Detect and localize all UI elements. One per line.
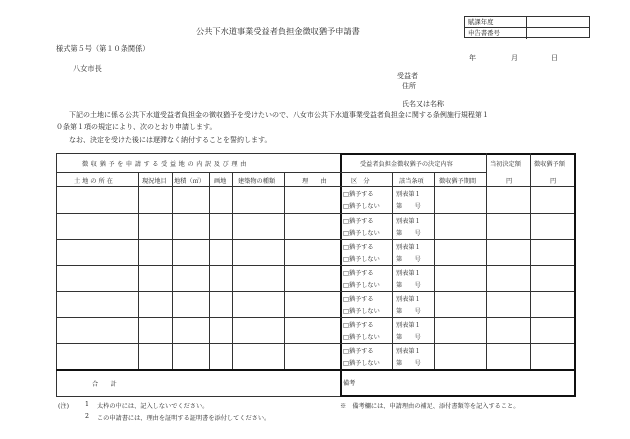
- body-line-1: 下記の土地に係る公共下水道受益者負担金の徴収猶予を受けたいので、八女市公共下水道事業受益者負担金に関する条例施行規程第１: [69, 111, 489, 119]
- row5-option-yes: □猶予する: [343, 296, 374, 303]
- fee-year-label: 賦課年度: [465, 17, 527, 27]
- row1-clause-2: 第 号: [396, 203, 421, 210]
- col-building-type: 建築物の種類: [238, 178, 276, 185]
- row7-option-no: □猶予しない: [343, 360, 380, 367]
- note-head: (注): [58, 403, 70, 410]
- row6-clause-2: 第 号: [396, 334, 421, 341]
- row5-option-no: □猶予しない: [343, 308, 380, 315]
- col-area: 地積（㎡）: [174, 178, 205, 185]
- col-land-use: 現況地目: [142, 178, 167, 185]
- row1-option-no: □猶予しない: [343, 203, 380, 210]
- form-number: 様式第５号（第１０条関係）: [56, 44, 150, 53]
- note-2: この申請書には、理由を証明する証明書を添付してください。: [97, 415, 271, 422]
- row2-option-yes: □猶予する: [343, 218, 374, 225]
- remarks-label: 備考: [343, 380, 356, 387]
- note-1: 太枠の中には、記入しないでください。: [97, 403, 209, 410]
- row3-clause-1: 別表第１: [396, 244, 421, 251]
- date-year: 年: [469, 54, 476, 62]
- row7-clause-2: 第 号: [396, 360, 421, 367]
- row1-option-yes: □猶予する: [343, 191, 374, 198]
- row6-clause-1: 別表第１: [396, 322, 421, 329]
- body-line-3: なお、決定を受けた後には遅滞なく納付することを誓約します。: [69, 136, 272, 144]
- applicant-name: 氏名又は名称: [402, 100, 444, 108]
- row5-clause-1: 別表第１: [396, 296, 421, 303]
- fee-row-year: [465, 17, 589, 28]
- row1-clause-1: 別表第１: [396, 191, 421, 198]
- unit-initial: 円: [506, 178, 513, 185]
- fee-box: [464, 16, 590, 38]
- application-table: [56, 153, 576, 397]
- col-reason: 理 由: [302, 178, 327, 185]
- applicant-label: 受益者: [397, 72, 418, 80]
- row2-option-no: □猶予しない: [343, 230, 380, 237]
- row7-option-yes: □猶予する: [343, 348, 374, 355]
- date-day: 日: [551, 54, 558, 62]
- col-category: 区 分: [351, 178, 370, 185]
- unit-deferred: 円: [550, 178, 557, 185]
- row2-clause-2: 第 号: [396, 230, 421, 237]
- row3-option-yes: □猶予する: [343, 244, 374, 251]
- col-clause: 該当条項: [399, 178, 424, 185]
- note-1-number: 1: [85, 401, 89, 408]
- row7-clause-1: 別表第１: [396, 348, 421, 355]
- col-initial-amount: 当初決定額: [490, 161, 521, 168]
- right-section-header: 受益者負担金徴収猶予の決定内容: [360, 161, 453, 168]
- date-month: 月: [511, 54, 518, 62]
- row3-clause-2: 第 号: [396, 256, 421, 263]
- row4-clause-2: 第 号: [396, 282, 421, 289]
- row6-option-yes: □猶予する: [343, 322, 374, 329]
- col-land-location: 土 地 の 所 在: [74, 178, 113, 185]
- row2-clause-1: 別表第１: [396, 218, 421, 225]
- col-deferred-amount: 徴収猶予額: [534, 161, 565, 168]
- fee-number-label: 申告書番号: [465, 28, 527, 39]
- remarks-note: ※ 備考欄には、申請理由の補足、添付書類等を記入すること。: [340, 403, 520, 410]
- row5-clause-2: 第 号: [396, 308, 421, 315]
- row6-option-no: □猶予しない: [343, 334, 380, 341]
- note-2-number: 2: [85, 413, 89, 420]
- row4-option-no: □猶予しない: [343, 282, 380, 289]
- body-line-2: ０条第１項の規定により、次のとおり申請します。: [56, 123, 217, 131]
- row4-option-yes: □猶予する: [343, 270, 374, 277]
- col-period: 徴収猶予期間: [439, 178, 477, 185]
- addressee: 八女市長: [73, 64, 102, 73]
- document-title: 公共下水道事業受益者負担金徴収猶予申請書: [196, 26, 360, 36]
- row3-option-no: □猶予しない: [343, 256, 380, 263]
- row4-clause-1: 別表第１: [396, 270, 421, 277]
- total-label: 合 計: [92, 381, 117, 388]
- left-section-header: 徴収猶予を申請する受益地の内訳及び理由: [82, 161, 249, 168]
- col-lot: 画地: [214, 178, 227, 185]
- applicant-address: 住所: [402, 82, 416, 90]
- fee-row-number: [465, 28, 589, 39]
